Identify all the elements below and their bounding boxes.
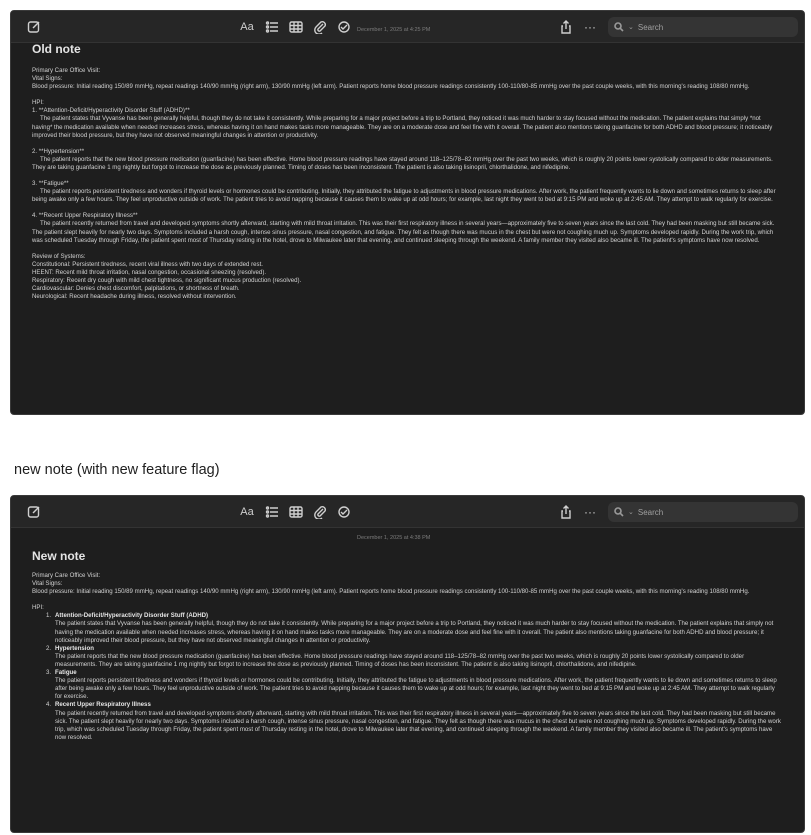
note-line: Primary Care Office Visit: [32,67,101,74]
search-field[interactable] [608,502,798,522]
note-line: Vital Signs: [32,580,63,588]
note-date: December 1, 2025 at 4:38 PM [357,535,431,541]
ros-line: HEENT: Recent mild throat irritation, nasal congestion, occasional sneezing (resolved). [32,268,267,276]
table-icon[interactable] [287,18,305,36]
search-input[interactable] [638,23,778,32]
ros-line: Neurological: Recent headache during illness, resolved without intervention. [32,293,237,301]
note-line: Blood pressure: Initial reading 150/89 mmHg, repeat readings 140/90 mmHg (right arm), 130/90 mmHg (left arm). Patient reports home blood pressure readings consistently 100-110/80-85 mmHg over the past couple weeks, with this morning's reading 108/80 mmHg. [32,588,750,596]
section-heading: 3. **Fatigue** [32,180,69,188]
share-icon[interactable] [557,18,575,36]
item-heading: Attention-Deficit/Hyperactivity Disorder Stuff (ADHD) [55,612,209,620]
search-icon [614,507,624,517]
hpi-label: HPI: [32,99,44,107]
collaborate-icon[interactable] [335,503,353,521]
section-text: The patient reports persistent tiredness and wonders if thyroid levels or hormones could be contributing. Initially, they attributed the fatigue to adjustments in blood pressure medications. After work, the patient frequently wants to lie down and sometimes returns to sleep after being awake only a few hours. They feel unproductive outside of work. The patient tries to avoid napping because it causes them to wake up at odd hours; for example, last night they went to bed at 9:15 PM and woke up at 2:45 AM. They attempt to walk regularly for exercise. [32,188,776,204]
list-item [32,669,782,701]
notes-toolbar [11,11,804,43]
ros-line: Constitutional: Persistent tiredness, recent viral illness with two days of extended rest. [32,260,263,268]
paperclip-icon[interactable] [311,18,329,36]
format-button[interactable]: Aa [240,506,254,518]
section-heading: 1. **Attention-Deficit/Hyperactivity Disorder Stuff (ADHD)** [32,107,190,115]
ros-line: Respiratory: Recent dry cough with mild chest tightness, no significant mucus production (resolved). [32,276,302,284]
search-field[interactable] [608,17,798,37]
item-heading: Fatigue [55,669,77,677]
note-body[interactable] [32,67,782,301]
list-item [32,645,782,669]
section-heading: 4. **Recent Upper Respiratory Illness** [32,212,138,220]
hpi-list [32,612,782,742]
note-line: Vital Signs: [32,75,63,83]
note-line: Primary Care Office Visit: [32,572,101,579]
list-item [32,612,782,644]
section-text: The patient states that Vyvanse has been generally helpful, though they do not take it consistently. While preparing for a major project before a trip to Portland, they noticed it was much harder to stay focused without the medication. The patient explains that simply *not having* the medication available when needed increases stress, whereas having it on hand makes tasks more manageable. They are on a moderate dose and feel fine with it overall. The patient also mentions taking guanfacine for both ADHD and blood pressure; it noticeably improved their blood pressure, but they have not observed meaningful changes in attention or productivity. [32,115,773,139]
checklist-icon[interactable] [263,503,281,521]
search-icon [614,22,624,32]
more-button[interactable]: ··· [584,20,596,34]
comparison-caption: new note (with new feature flag) [14,462,220,478]
section-text: The patient recently returned from travel and developed symptoms shortly afterward, starting with mild throat irritation. This was their first respiratory illness in several years—approximately five to seven years since the last cold. They had been masking but still became sick. The patient slept heavily for nearly two days. Symptoms included a harsh cough, intense sinus pressure, nasal congestion, and fatigue. They felt as though there was mucus in the chest but were not coughing much up. Symptoms developed rapidly. During the work trip, which was scheduled Tuesday through Friday, the patient spent most of Thursday resting in the hotel, drove to Milwaukee later that evening, and continued sleeping through the weekend. A family member they visited also became ill. The patient's symptoms have now resolved. [32,220,775,244]
note-title: New note [32,549,86,563]
section-heading: 2. **Hypertension** [32,147,85,155]
note-title: Old note [32,42,81,56]
compose-icon[interactable] [25,503,43,521]
item-text: The patient reports persistent tiredness and wonders if thyroid levels or hormones could be contributing. Initially, they attributed the fatigue to adjustments in blood pressure medications. After work, the patient frequently wants to lie down and sometimes returns to sleep after being awake only a few hours. They feel unproductive outside of work. The patient tries to avoid napping because it causes them to wake up at odd hours; for example, last night they went to bed at 9:15 PM and woke up at 2:45 AM. They attempt to walk regularly for exercise. [55,677,777,701]
list-item [32,701,782,741]
item-text: The patient states that Vyvanse has been generally helpful, though they do not take it consistently. While preparing for a major project before a trip to Portland, they noticed it was much harder to stay focused without the medication. The patient explains that simply not having the medication available when needed increases stress, whereas having it on hand makes tasks more manageable. They are on a moderate dose and feel fine with it overall. The patient also mentions taking guanfacine for both ADHD and blood pressure; it noticeably improved their blood pressure, but they have not observed meaningful changes in attention or productivity. [55,620,774,644]
chevron-down-icon: ⌄ [628,24,634,31]
compose-icon[interactable] [25,18,43,36]
list-number: 2. [46,644,52,652]
item-text: The patient reports that the new blood pressure medication (guanfacine) has been effective. Home blood pressure readings have stayed around 118–125/78–82 mmHg over the past two weeks, which is roughly 20 points lower systolically compared to older measurements. They are taking guanfacine 1 mg nightly but forgot to increase the dose as previously planned. Timing of doses has been inconsistent. The patient is also taking lisinopril, chlorthalidone, and nifedipine. [55,652,745,668]
list-number: 1. [46,612,52,620]
collaborate-icon[interactable] [335,18,353,36]
note-body[interactable] [32,572,782,742]
list-number: 4. [46,701,52,709]
paperclip-icon[interactable] [311,503,329,521]
format-button[interactable]: Aa [240,21,254,33]
item-heading: Recent Upper Respiratory Illness [55,701,151,709]
old-note-window [10,10,805,415]
ros-line: Cardiovascular: Denies chest discomfort, palpitations, or shortness of breath. [32,285,240,293]
checklist-icon[interactable] [263,18,281,36]
more-button[interactable]: ··· [584,505,596,519]
list-number: 3. [46,669,52,677]
note-date: December 1, 2025 at 4:25 PM [357,27,431,33]
notes-toolbar [11,496,804,528]
ros-label: Review of Systems: [32,252,86,260]
item-text: The patient recently returned from travel and developed symptoms shortly afterward, starting with mild throat irritation. This was their first respiratory illness in several years—approximately five to seven years since the last cold. They had been masking but still became sick. The patient slept heavily for nearly two days. Symptoms included a harsh cough, intense sinus pressure, nasal congestion, and fatigue. They felt as though there was mucus in the chest but were not coughing much up. Symptoms developed rapidly. During the work trip, which was scheduled Tuesday through Friday, the patient spent most of Thursday resting in the hotel, drove to Milwaukee later that evening, and continued sleeping through the weekend. A family member they visited also became ill. The patient's symptoms have now resolved. [55,709,781,741]
search-input[interactable] [638,508,778,517]
chevron-down-icon: ⌄ [628,509,634,516]
item-heading: Hypertension [55,644,94,652]
share-icon[interactable] [557,503,575,521]
table-icon[interactable] [287,503,305,521]
section-text: The patient reports that the new blood pressure medication (guanfacine) has been effective. Home blood pressure readings have stayed around 118–125/78–82 mmHg over the past two weeks, which is roughly 20 points lower systolically compared to older measurements. They are taking guanfacine 1 mg nightly but forgot to increase the dose as previously planned. Timing of doses has been inconsistent. The patient is also taking lisinopril, chlorthalidone, and nifedipine. [32,155,773,171]
hpi-label: HPI: [32,604,44,612]
new-note-window [10,495,805,833]
note-line: Blood pressure: Initial reading 150/89 mmHg, repeat readings 140/90 mmHg (right arm), 130/90 mmHg (left arm). Patient reports home blood pressure readings consistently 100-110/80-85 mmHg over the past couple weeks, with this morning's reading 108/80 mmHg. [32,83,750,91]
